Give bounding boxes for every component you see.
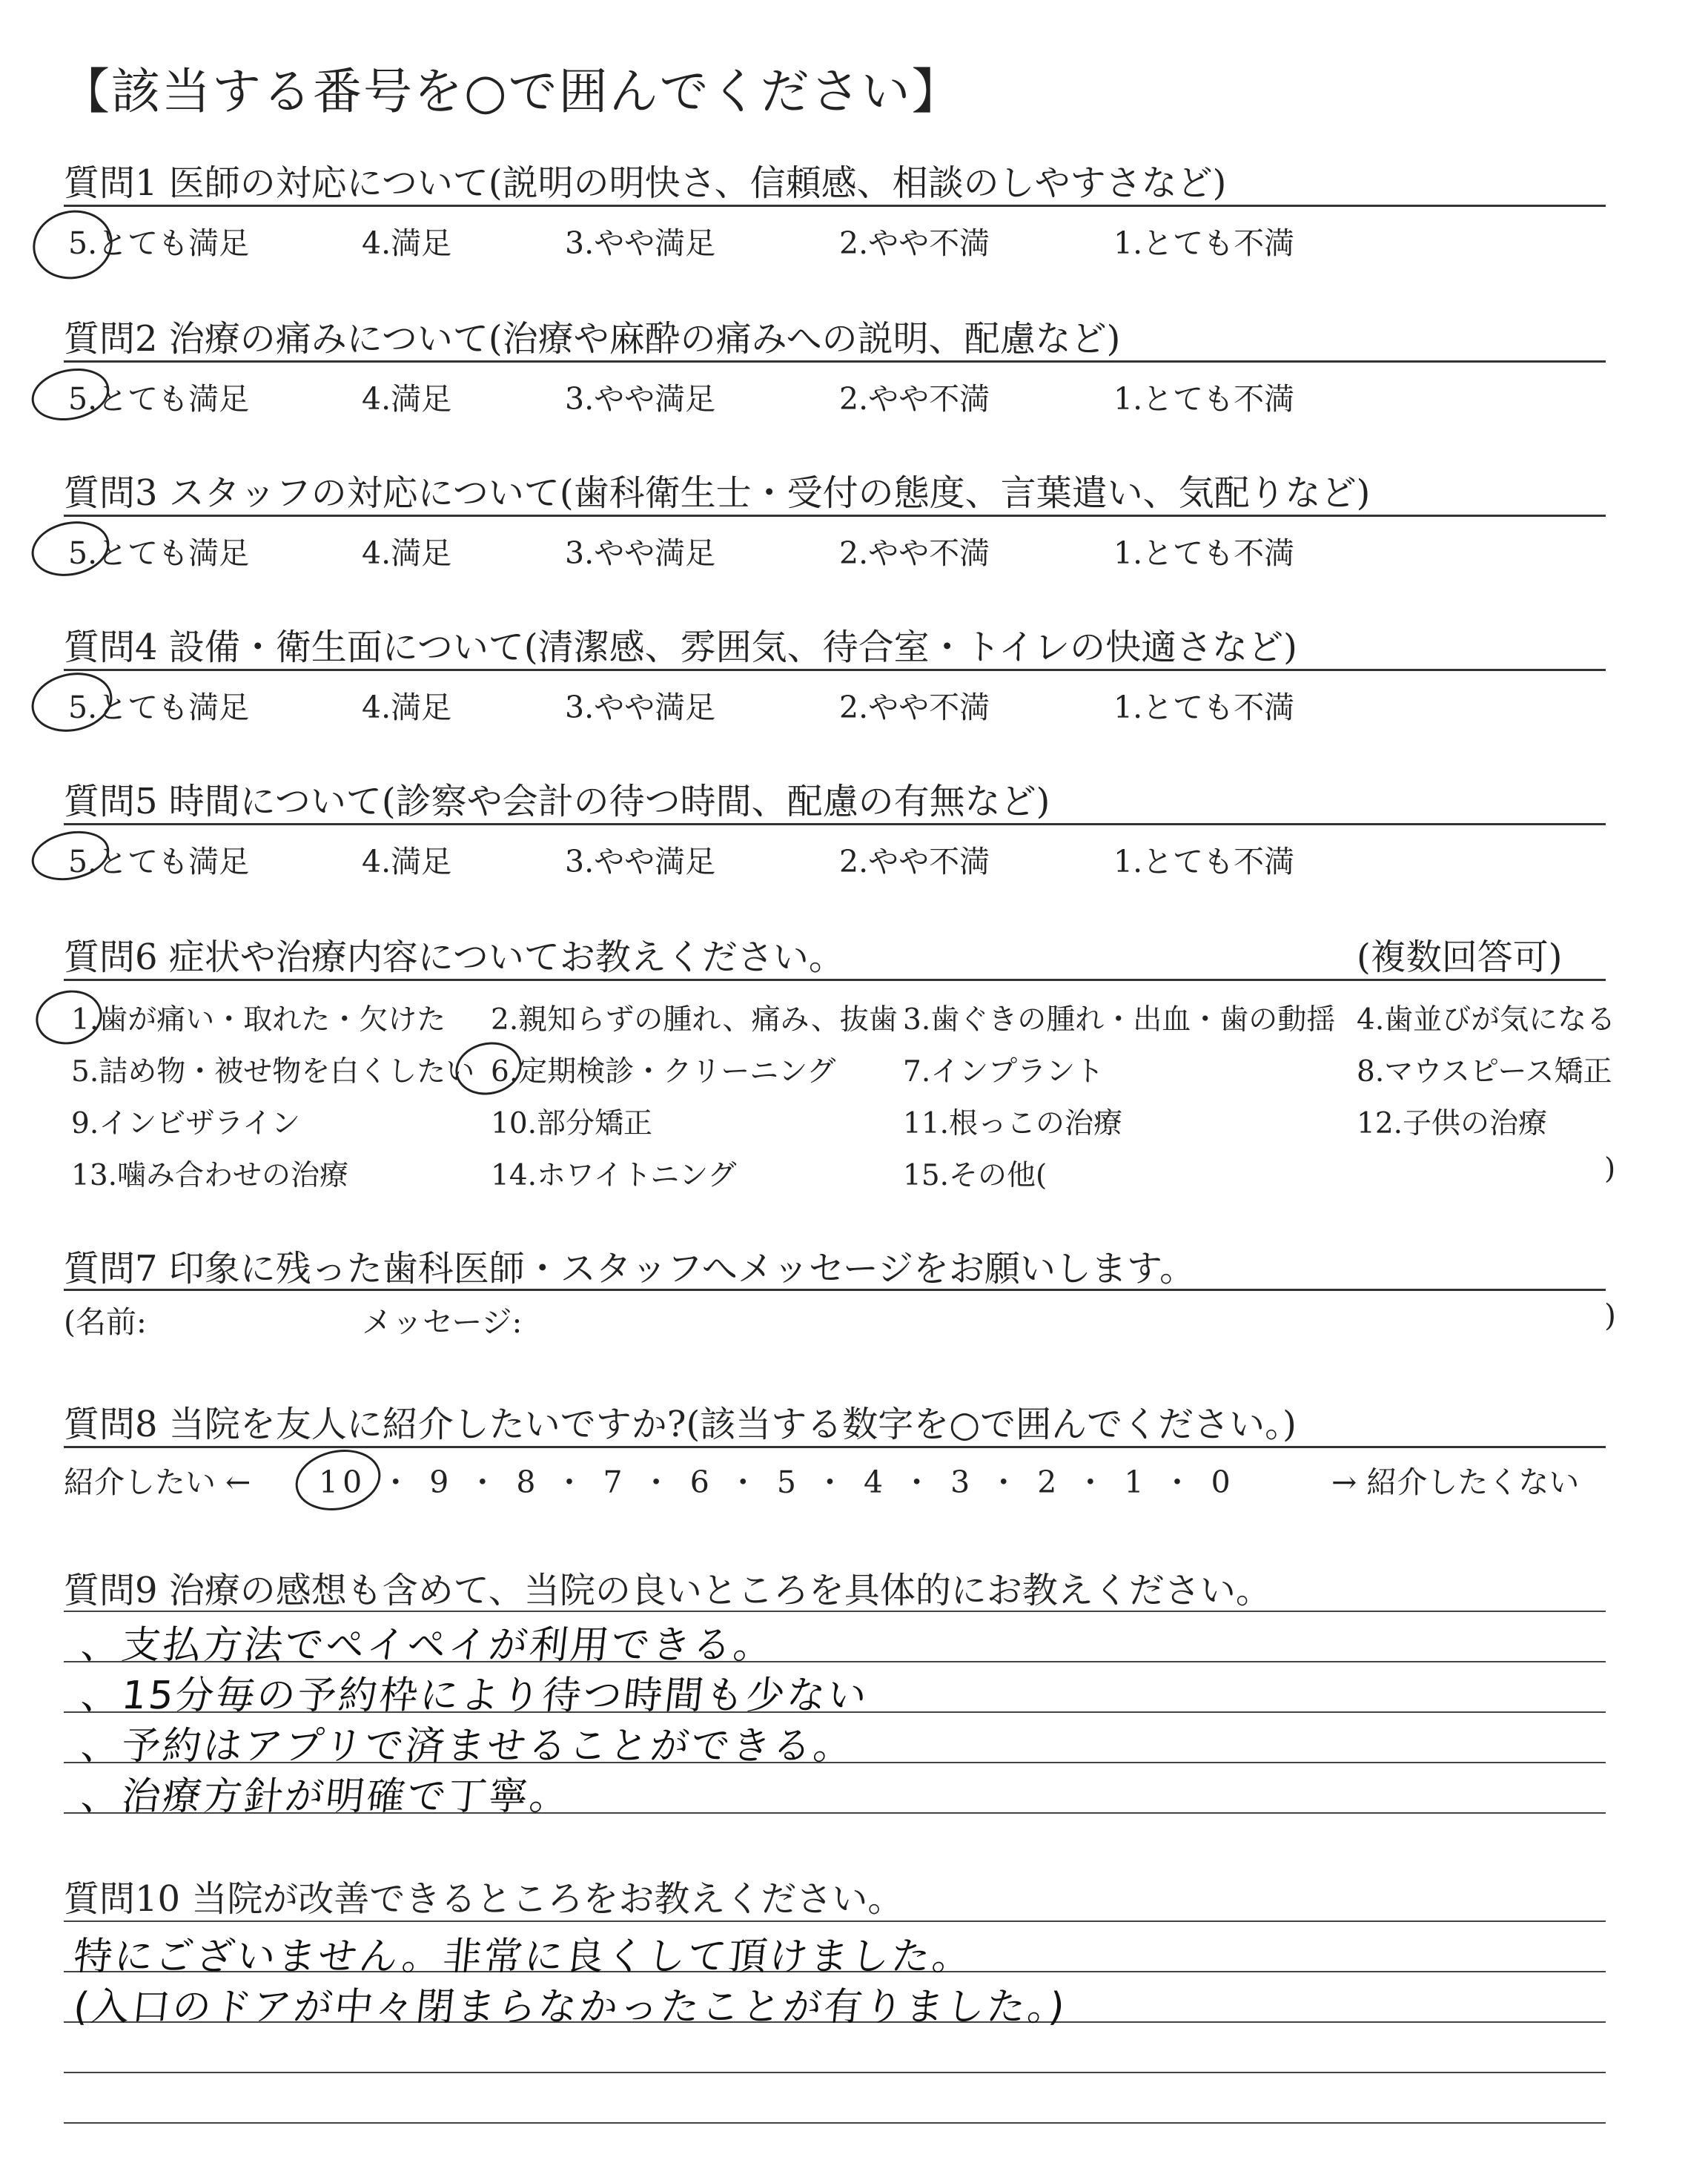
question-8-title: 質問8 当院を友人に紹介したいですか?(該当する数字を○で囲んでください。)	[64, 1404, 1297, 1445]
q1-option-5[interactable]: 5.とても満足	[68, 225, 250, 261]
q7-message-label: メッセージ:	[362, 1304, 523, 1340]
q8-right-label: → 紹介したくない	[1331, 1464, 1580, 1500]
q4-answer-circle	[26, 665, 118, 739]
question-9-title: 質問9 治療の感想も含めて、当院の良いところを具体的にお教えください。	[64, 1570, 1271, 1611]
q1-option-2[interactable]: 2.やや不満	[839, 225, 990, 261]
q7-name-label: (名前:	[64, 1304, 147, 1340]
q3-option-4[interactable]: 4.満足	[362, 535, 452, 571]
question-8-rule	[64, 1446, 1606, 1448]
q2-option-1[interactable]: 1.とても不満	[1113, 381, 1295, 417]
q9-answer-line-4: 、治療方針が明確で丁寧。	[79, 1774, 573, 1819]
q5-option-5[interactable]: 5.とても満足	[68, 844, 250, 879]
q6-option-14[interactable]: 14.ホワイトニング	[491, 1159, 737, 1192]
q5-option-1[interactable]: 1.とても不満	[1113, 844, 1295, 879]
q8-number-scale[interactable]: 10 ・ 9 ・ 8 ・ 7 ・ 6 ・ 5 ・ 4 ・ 3 ・ 2 ・ 1 ・ 0	[319, 1464, 1235, 1500]
q9-answer-line-1: 、支払方法でペイペイが利用できる。	[79, 1623, 777, 1668]
question-4-title: 質問4 設備・衛生面について(清潔感、雰囲気、待合室・トイレの快適さなど)	[64, 627, 1297, 668]
q4-option-5[interactable]: 5.とても満足	[68, 690, 250, 725]
q4-option-1[interactable]: 1.とても不満	[1113, 690, 1295, 725]
question-7-title: 質問7 印象に残った歯科医師・スタッフへメッセージをお願いします。	[64, 1248, 1196, 1289]
question-7-rule	[64, 1289, 1606, 1291]
q3-answer-circle	[27, 515, 115, 583]
q6-option-13[interactable]: 13.噛み合わせの治療	[71, 1159, 349, 1192]
q7-close-paren: )	[1604, 1298, 1616, 1333]
q6-option-2[interactable]: 2.親知らずの腫れ、痛み、抜歯	[491, 1003, 898, 1037]
q9-answer-line-3: 、予約はアプリで済ませることができる。	[79, 1724, 857, 1768]
question-5-rule	[64, 823, 1606, 825]
q6-option-11[interactable]: 11.根っこの治療	[903, 1107, 1123, 1140]
q4-option-3[interactable]: 3.やや満足	[565, 690, 716, 725]
q8-answer-circle	[290, 1442, 386, 1518]
q1-answer-circle	[27, 203, 119, 286]
q3-option-2[interactable]: 2.やや不満	[839, 535, 990, 571]
q6-option-8[interactable]: 8.マウスピース矯正	[1357, 1055, 1612, 1089]
q3-option-1[interactable]: 1.とても不満	[1113, 535, 1295, 571]
q1-option-1[interactable]: 1.とても不満	[1113, 225, 1295, 261]
q6-option-6[interactable]: 6.定期検診・クリーニング	[491, 1055, 836, 1089]
q2-option-4[interactable]: 4.満足	[362, 381, 452, 417]
q6-option-9[interactable]: 9.インビザライン	[71, 1107, 301, 1140]
question-10-rule-5	[64, 2122, 1606, 2124]
q3-option-3[interactable]: 3.やや満足	[565, 535, 716, 571]
q2-option-2[interactable]: 2.やや不満	[839, 381, 990, 417]
q6-option-3[interactable]: 3.歯ぐきの腫れ・出血・歯の動揺	[903, 1003, 1336, 1037]
question-5-title: 質問5 時間について(診察や会計の待つ時間、配慮の有無など)	[64, 781, 1050, 822]
q6-option-1[interactable]: 1.歯が痛い・取れた・欠けた	[71, 1003, 446, 1037]
question-2-title: 質問2 治療の痛みについて(治療や麻酔の痛みへの説明、配慮など)	[64, 318, 1121, 360]
question-10-rule-1	[64, 1920, 1606, 1922]
q6-option-4[interactable]: 4.歯並びが気になる	[1357, 1003, 1616, 1037]
question-1-title: 質問1 医師の対応について(説明の明快さ、信頼感、相談のしやすさなど)	[64, 162, 1227, 204]
q9-answer-line-2: 、15分毎の予約枠により待つ時間も少ない	[79, 1674, 871, 1718]
q4-option-2[interactable]: 2.やや不満	[839, 690, 990, 725]
q1-option-3[interactable]: 3.やや満足	[565, 225, 716, 261]
q6-option-12[interactable]: 12.子供の治療	[1357, 1107, 1548, 1140]
q6-option-7[interactable]: 7.インプラント	[903, 1055, 1105, 1089]
q3-option-5[interactable]: 5.とても満足	[68, 535, 250, 571]
q6-option-10[interactable]: 10.部分矯正	[491, 1107, 653, 1140]
q6-answer-circle-6	[451, 1036, 527, 1100]
q2-option-5[interactable]: 5.とても満足	[68, 381, 250, 417]
question-10-rule-4	[64, 2072, 1606, 2073]
q4-option-4[interactable]: 4.満足	[362, 690, 452, 725]
q5-option-3[interactable]: 3.やや満足	[565, 844, 716, 879]
q6-answer-circle-1	[30, 984, 107, 1050]
q6-option-5[interactable]: 5.詰め物・被せ物を白くしたい	[71, 1055, 475, 1089]
q2-option-3[interactable]: 3.やや満足	[565, 381, 716, 417]
question-3-rule	[64, 515, 1606, 517]
q10-answer-line-1: 特にございません。非常に良くして頂けました。	[71, 1935, 976, 1979]
q6-option-15[interactable]: 15.その他(	[903, 1159, 1047, 1192]
question-6-rule	[64, 979, 1606, 981]
question-3-title: 質問3 スタッフの対応について(歯科衛生士・受付の態度、言葉遣い、気配りなど)	[64, 472, 1371, 514]
question-4-rule	[64, 669, 1606, 671]
q5-option-4[interactable]: 4.満足	[362, 844, 452, 879]
q1-option-4[interactable]: 4.満足	[362, 225, 452, 261]
form-header: 【該当する番号を○で囲んでください】	[61, 63, 962, 120]
question-2-rule	[64, 360, 1606, 363]
q5-option-2[interactable]: 2.やや不満	[839, 844, 990, 879]
q8-left-label: 紹介したい ←	[64, 1464, 251, 1500]
question-10-title: 質問10 当院が改善できるところをお教えください。	[64, 1878, 904, 1920]
q6-option-15-close: )	[1604, 1152, 1616, 1186]
question-9-rule-1	[64, 1611, 1606, 1612]
question-6-note: (複数回答可)	[1357, 937, 1563, 978]
question-6-title: 質問6 症状や治療内容についてお教えください。	[64, 937, 844, 978]
q10-answer-line-2: (入口のドアが中々閉まらなかったことが有りました。)	[71, 1985, 1069, 2029]
question-1-rule	[64, 205, 1606, 207]
